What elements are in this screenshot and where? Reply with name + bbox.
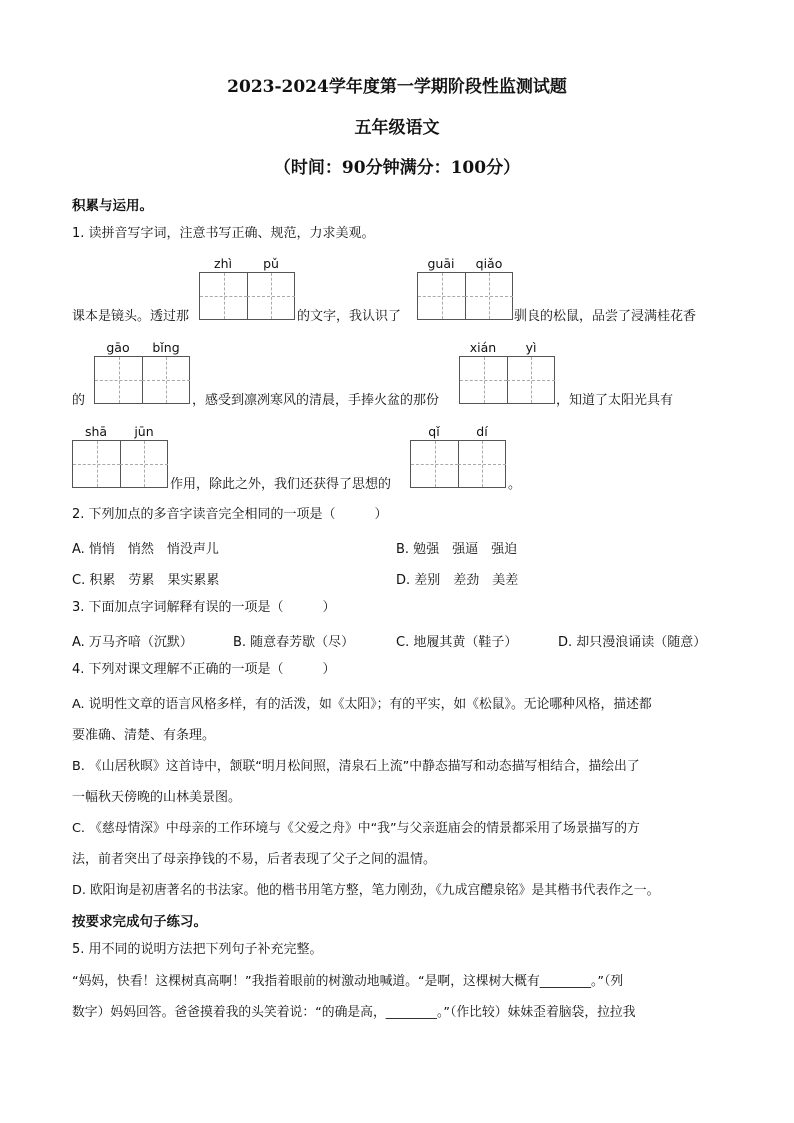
pinyin-qi: qǐ — [428, 424, 440, 439]
q4-option-a-cont: 要准确、清楚、有条理。 — [72, 728, 216, 743]
pinyin-di: dí — [476, 424, 488, 439]
writing-grid-xianyi[interactable] — [459, 356, 555, 404]
row1-text3: 驯良的松鼠，品尝了浸满桂花香 — [514, 309, 697, 324]
exam-title: 2023-2024学年度第一学期阶段性监测试题 — [227, 77, 567, 97]
q4-option-b-cont: 一幅秋天傍晚的山林美景图。 — [72, 790, 242, 805]
q4-stem: 4. 下列对课文理解不正确的一项是（ ） — [72, 662, 336, 677]
section-heading-accumulation: 积累与运用。 — [72, 198, 153, 214]
pinyin-pu: pǔ — [263, 256, 279, 271]
pinyin-zhi: zhì — [214, 256, 232, 271]
exam-meta: （时间：90分钟满分：100分） — [273, 158, 521, 178]
pinyin-jun: jūn — [134, 424, 154, 439]
q4-option-b[interactable]: B. 《山居秋暝》这首诗中，颔联“明月松间照，清泉石上流”中静态描写和动态描写相结合，描绘出了 — [72, 759, 640, 774]
q3-option-d[interactable]: D. 却只漫浪诵读（随意） — [558, 635, 707, 650]
writing-grid-shajun[interactable] — [72, 440, 168, 488]
q2-option-b[interactable]: B. 勉强 强逼 强迫 — [396, 542, 518, 557]
q4-option-c-cont: 法，前者突出了母亲挣钱的不易，后者表现了父子之间的温情。 — [72, 852, 437, 867]
writing-grid-guaiqiao[interactable] — [417, 272, 513, 320]
row3-text2: 。 — [508, 477, 522, 492]
q4-option-a[interactable]: A. 说明性文章的语言风格多样，有的活泼，如《太阳》；有的平实，如《松鼠》。无论哪种风格，描述都 — [72, 697, 652, 712]
writing-grid-gaobing[interactable] — [94, 356, 190, 404]
row1-text1: 课本是镜头。透过那 — [72, 309, 190, 324]
q3-option-b[interactable]: B. 随意春芳歇（尽） — [233, 635, 355, 650]
row2-text1: 的 — [72, 393, 86, 408]
row1-text2: 的文字，我认识了 — [297, 309, 402, 324]
q4-option-c[interactable]: C. 《慈母情深》中母亲的工作环境与《父爱之舟》中“我”与父亲逛庙会的情景都采用了场景描写的方 — [72, 821, 640, 836]
row2-text3: ，知道了太阳光具有 — [556, 393, 674, 408]
pinyin-xian: xián — [469, 340, 497, 355]
exam-subject: 五年级语文 — [354, 118, 440, 138]
pinyin-yi: yì — [525, 340, 537, 355]
q5-line-1: “妈妈，快看！这棵树真高啊！”我指着眼前的树激动地喊道。“是啊，这棵树大概有________。”（列 — [72, 974, 624, 989]
section-heading-sentences: 按要求完成句子练习。 — [72, 914, 207, 930]
q2-option-a[interactable]: A. 悄悄 悄然 悄没声儿 — [72, 542, 219, 557]
writing-grid-zhipu[interactable] — [199, 272, 295, 320]
q5-line-2: 数字）妈妈回答。爸爸摸着我的头笑着说：“的确是高，________。”（作比较）妹妹歪着脑袋，拉拉我 — [72, 1005, 636, 1020]
q5-stem: 5. 用不同的说明方法把下列句子补充完整。 — [72, 942, 323, 957]
q3-option-a[interactable]: A. 万马齐喑（沉默） — [72, 635, 193, 650]
q4-option-d[interactable]: D. 欧阳询是初唐著名的书法家。他的楷书用笔方整，笔力刚劲，《九成宫醴泉铭》是其楷书代表作之一。 — [72, 883, 660, 898]
row2-text2: ，感受到凛冽寒风的清晨，手捧火盆的那份 — [192, 393, 440, 408]
q2-option-d[interactable]: D. 差别 差劲 美差 — [396, 573, 519, 588]
pinyin-qiao: qiǎo — [475, 256, 503, 271]
q3-stem: 3. 下面加点字词解释有误的一项是（ ） — [72, 600, 336, 615]
q3-option-c[interactable]: C. 地履其黄（鞋子） — [396, 635, 518, 650]
pinyin-sha: shā — [84, 424, 108, 439]
q2-stem: 2. 下列加点的多音字读音完全相同的一项是（ ） — [72, 507, 388, 522]
pinyin-guai: guāi — [427, 256, 455, 271]
q2-option-c[interactable]: C. 积累 劳累 果实累累 — [72, 573, 220, 588]
pinyin-bing: bǐng — [152, 340, 180, 355]
writing-grid-qidi[interactable] — [410, 440, 506, 488]
pinyin-gao: gāo — [106, 340, 130, 355]
q1-stem: 1. 读拼音写字词，注意书写正确、规范，力求美观。 — [72, 226, 375, 241]
row3-text1: 作用，除此之外，我们还获得了思想的 — [170, 477, 392, 492]
